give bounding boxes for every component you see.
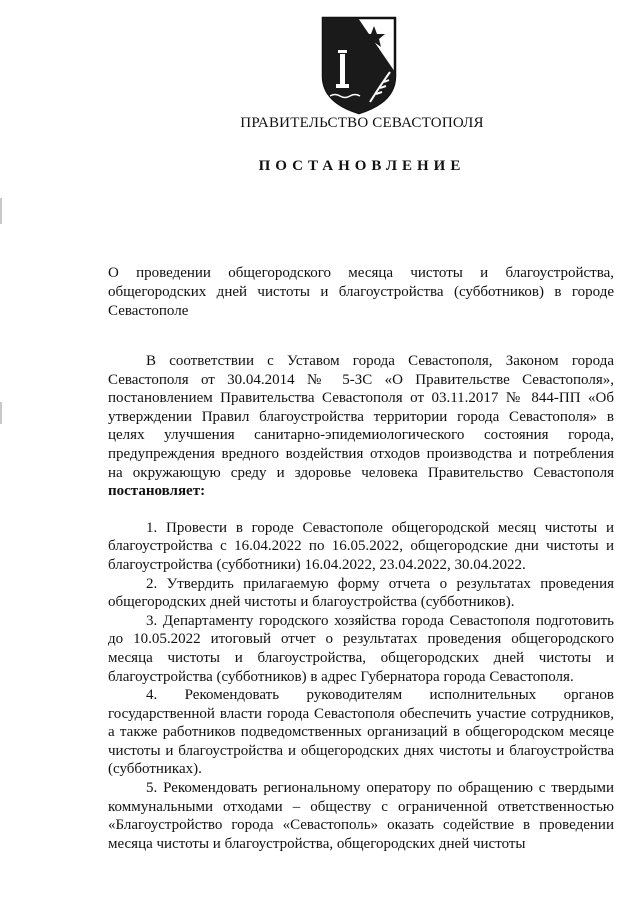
preamble-paragraph xyxy=(108,352,614,501)
preamble-text: В соответствии с Уставом города Севастополя, Законом города Севастополя от 30.04.2014 № 5-ЗС «О Правительстве Севастополя», постановлением Правительства Севастополя от 03.11.2017 № 844-ПП «Об утверждении Правил благоустройства территории города Севастополя» в целях улучшения санитарно-эпидемиологического состояния города, предупреждения вредного воздействия отходов производства и потребления на окружающую среду и здоровье человека Правительство Севастополя xyxy=(108,353,614,481)
document-type-heading: ПОСТАНОВЛЕНИЕ xyxy=(258,158,466,174)
scan-margin-mark xyxy=(0,402,2,424)
resolution-item-1: 1. Провести в городе Севастополе общегородской месяц чистоты и благоустройства с 16.04.2022 по 16.05.2022, общегородские дни чистоты и благоустройства (субботники) 16.04.2022, 23.04.2022, 30.04.2022. xyxy=(108,519,614,573)
document-body xyxy=(108,352,614,853)
resolves-keyword: постановляет: xyxy=(108,483,206,500)
document-subject: О проведении общегородского месяца чистоты и благоустройства, общегородских дней чистоты и благоустройства (субботников) в городе Севастополе xyxy=(108,265,614,319)
resolution-item-3: 3. Департаменту городского хозяйства города Севастополя подготовить до 10.05.2022 итоговый отчет о результатах проведения общегородского месяца чистоты и благоустройства, общегородских дней чистоты и благоустройства (субботников) в адрес Губернатора города Севастополя. xyxy=(108,612,614,685)
resolution-item-5: 5. Рекомендовать региональному оператору по обращению с твердыми коммунальными отходами – обществу с ограниченной ответственностью «Благоустройство города «Севастополь» оказать содействие в проведении месяца чистоты и благоустройства, общегородских дней чистоты xyxy=(108,780,614,852)
scan-margin-mark xyxy=(0,198,2,224)
government-name: ПРАВИТЕЛЬСТВО СЕВАСТОПОЛЯ xyxy=(240,115,484,131)
resolution-item-4: 4. Рекомендовать руководителям исполнительных органов государственной власти города Севастополя обеспечить участие сотрудников, а также работников подведомственных организаций в общегородском месяце чистоты и благоустройства и общегородских днях чистоты и благоустройства (субботниках). xyxy=(108,687,614,778)
sevastopol-coat-of-arms-icon xyxy=(318,14,400,116)
resolution-item-2: 2. Утвердить прилагаемую форму отчета о результатах проведения общегородских дней чистоты и благоустройства (субботников). xyxy=(108,575,614,611)
